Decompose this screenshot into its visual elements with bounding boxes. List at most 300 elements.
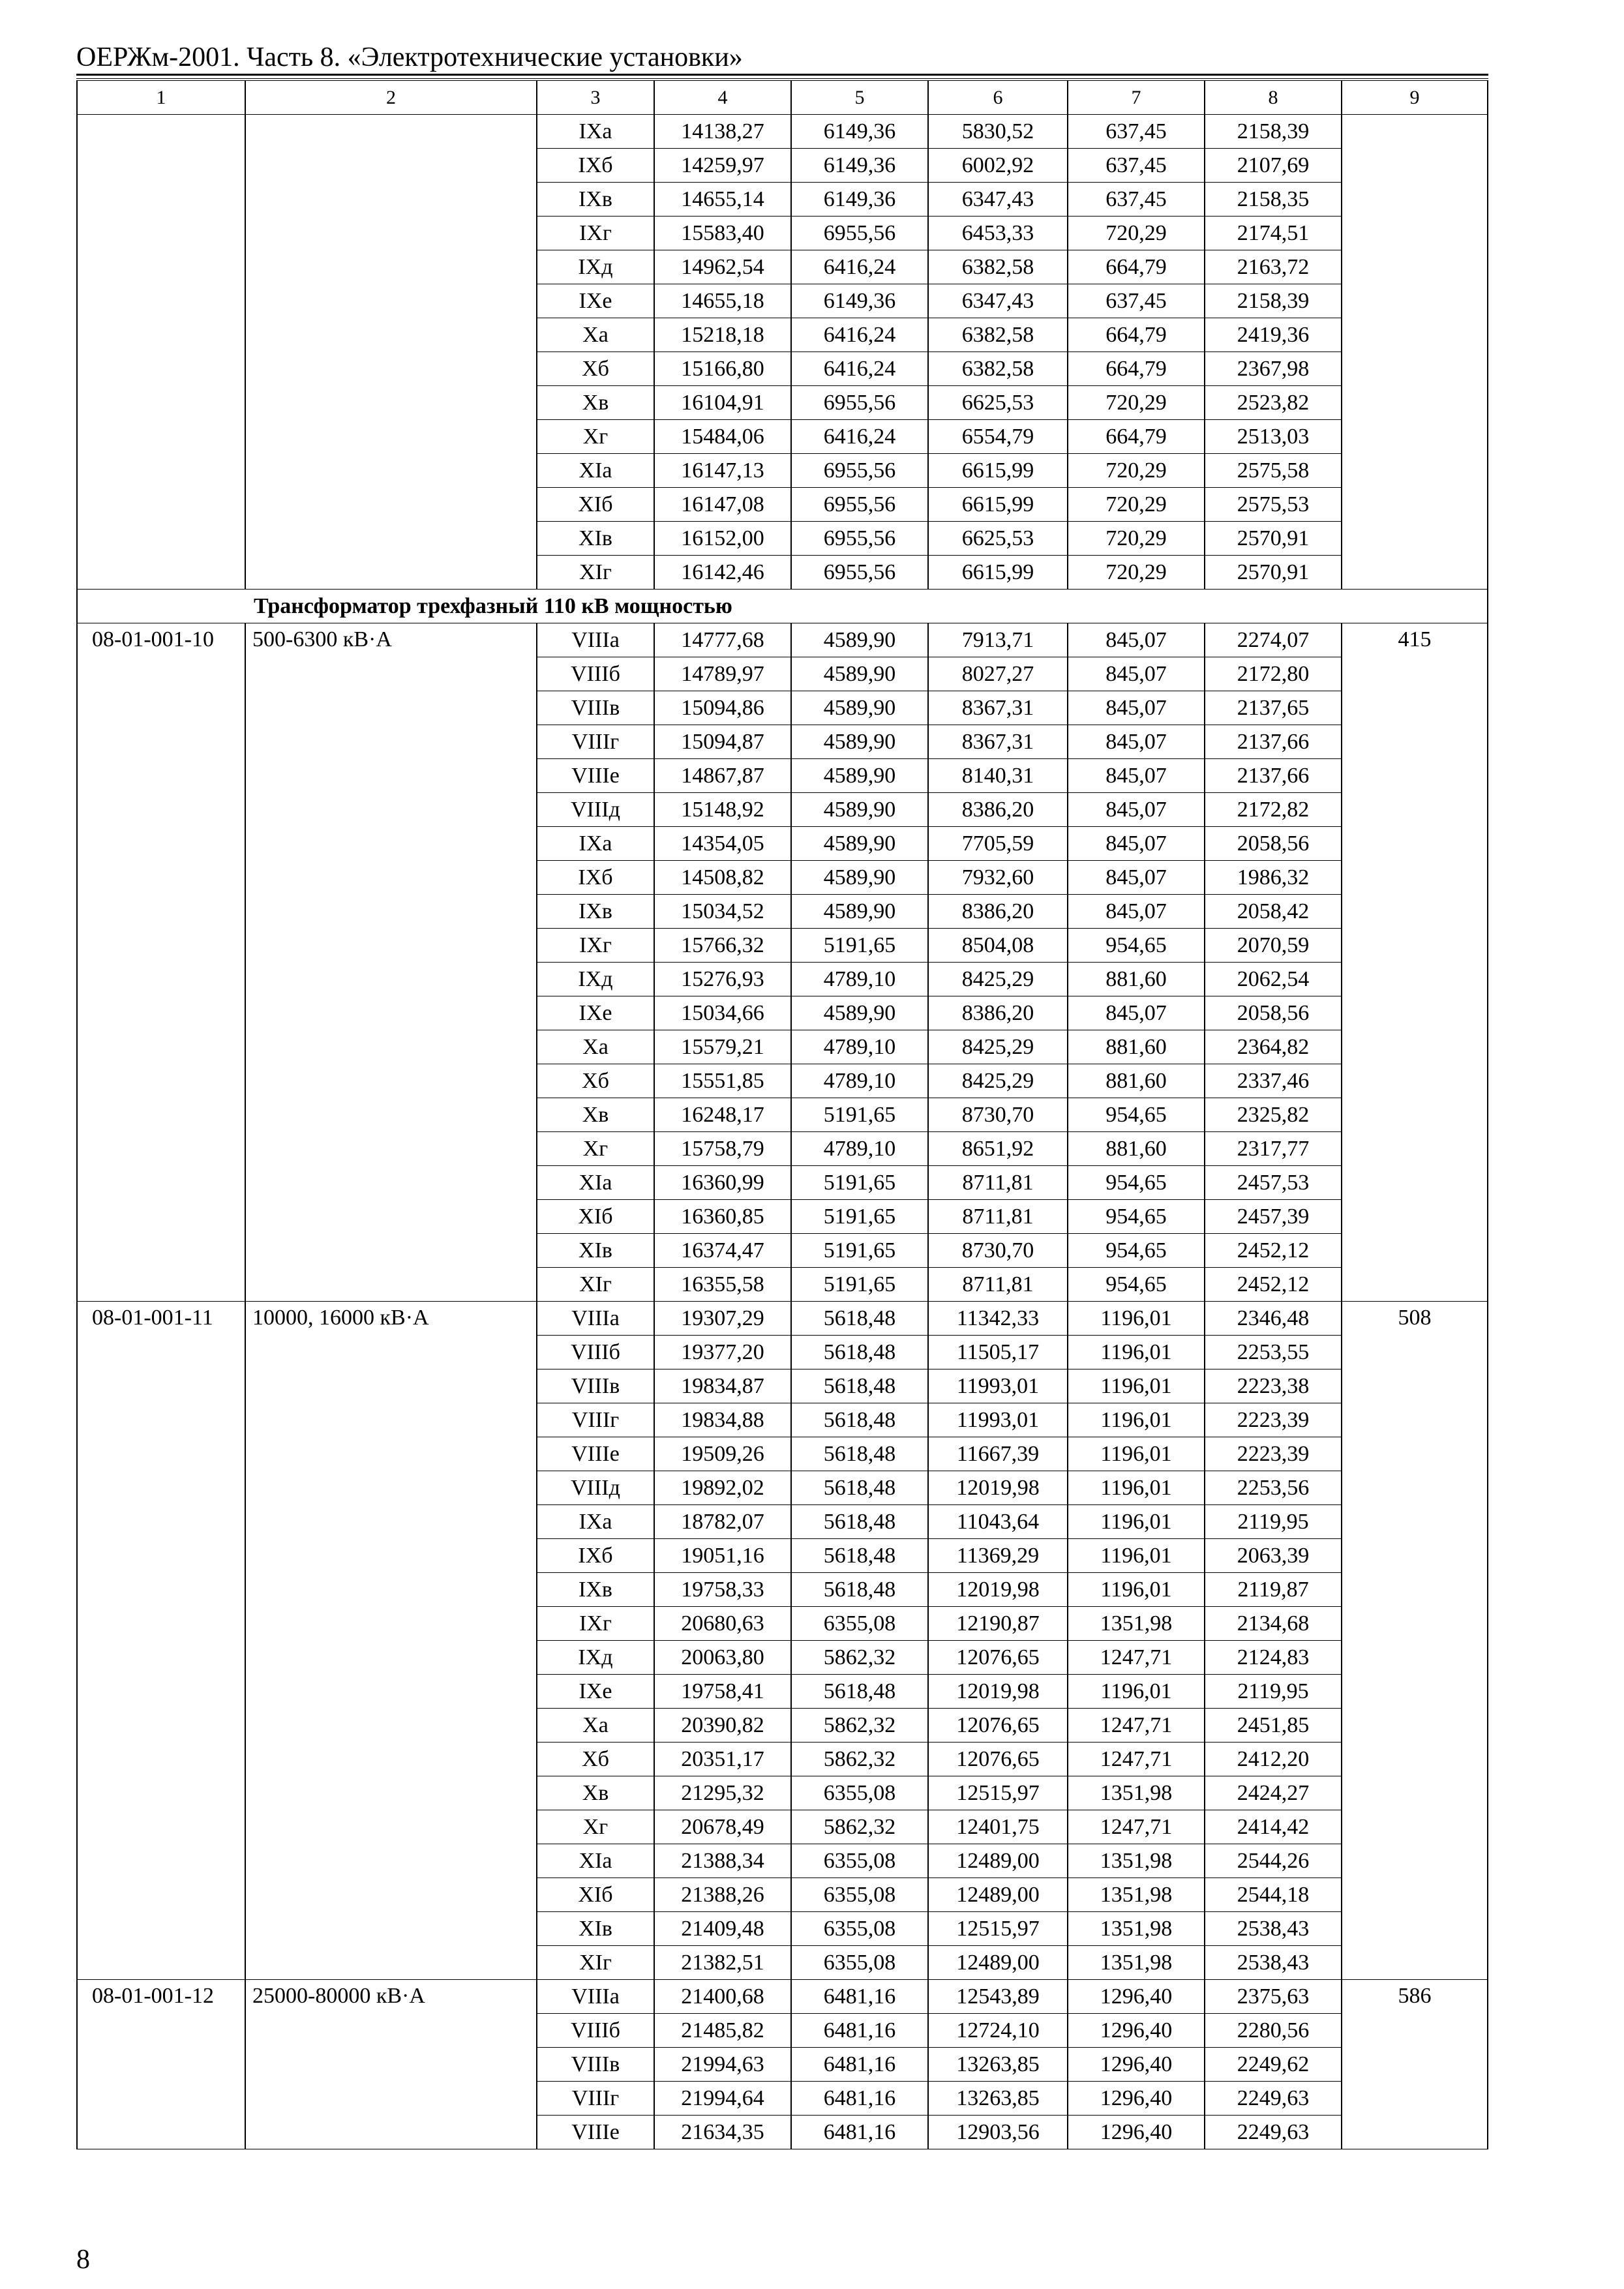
operator-wage-cell: 881,60 xyxy=(1068,1030,1205,1064)
material-cost-cell: 2137,66 xyxy=(1205,759,1342,793)
region-cell: Xб xyxy=(537,1743,654,1776)
region-cell: IXб xyxy=(537,1539,654,1573)
total-cost-cell: 16374,47 xyxy=(654,1234,791,1268)
region-cell: XIб xyxy=(537,1200,654,1234)
material-cost-cell: 2274,07 xyxy=(1205,623,1342,657)
header-rule xyxy=(76,74,1488,76)
labor-cost-cell: 5618,48 xyxy=(791,1573,928,1607)
name-cell: 25000-80000 кВ·А xyxy=(245,1980,537,2149)
total-cost-cell: 21409,48 xyxy=(654,1912,791,1946)
region-cell: VIIIа xyxy=(537,1980,654,2014)
total-cost-cell: 20678,49 xyxy=(654,1810,791,1844)
operator-wage-cell: 845,07 xyxy=(1068,895,1205,929)
operator-wage-cell: 1196,01 xyxy=(1068,1437,1205,1471)
material-cost-cell: 2538,43 xyxy=(1205,1912,1342,1946)
total-cost-cell: 20390,82 xyxy=(654,1709,791,1743)
region-cell: VIIIв xyxy=(537,691,654,725)
material-cost-cell: 2375,63 xyxy=(1205,1980,1342,2014)
machine-cost-cell: 12903,56 xyxy=(928,2116,1068,2149)
total-cost-cell: 15758,79 xyxy=(654,1132,791,1166)
operator-wage-cell: 637,45 xyxy=(1068,149,1205,183)
material-cost-cell: 2452,12 xyxy=(1205,1268,1342,1302)
machine-cost-cell: 12019,98 xyxy=(928,1675,1068,1709)
operator-wage-cell: 845,07 xyxy=(1068,861,1205,895)
labor-cost-cell: 5191,65 xyxy=(791,929,928,963)
operator-wage-cell: 1296,40 xyxy=(1068,1980,1205,2014)
region-cell: IXв xyxy=(537,895,654,929)
region-cell: IXв xyxy=(537,1573,654,1607)
labor-cost-cell: 6955,56 xyxy=(791,488,928,522)
labor-cost-cell: 6355,08 xyxy=(791,1607,928,1641)
operator-wage-cell: 1351,98 xyxy=(1068,1912,1205,1946)
material-cost-cell: 2158,39 xyxy=(1205,284,1342,318)
column-number: 2 xyxy=(245,81,537,115)
machine-cost-cell: 8651,92 xyxy=(928,1132,1068,1166)
operator-wage-cell: 881,60 xyxy=(1068,1132,1205,1166)
machine-cost-cell: 6002,92 xyxy=(928,149,1068,183)
material-cost-cell: 2317,77 xyxy=(1205,1132,1342,1166)
operator-wage-cell: 720,29 xyxy=(1068,522,1205,556)
operator-wage-cell: 1247,71 xyxy=(1068,1641,1205,1675)
machine-cost-cell: 12076,65 xyxy=(928,1743,1068,1776)
total-cost-cell: 14508,82 xyxy=(654,861,791,895)
region-cell: IXб xyxy=(537,861,654,895)
operator-wage-cell: 845,07 xyxy=(1068,759,1205,793)
labor-cost-cell: 6355,08 xyxy=(791,1878,928,1912)
labor-cost-cell: 5618,48 xyxy=(791,1539,928,1573)
total-cost-cell: 18782,07 xyxy=(654,1505,791,1539)
machine-cost-cell: 11993,01 xyxy=(928,1369,1068,1403)
machine-cost-cell: 12724,10 xyxy=(928,2014,1068,2048)
labor-cost-cell: 4589,90 xyxy=(791,691,928,725)
labor-cost-cell: 4589,90 xyxy=(791,759,928,793)
total-cost-cell: 16360,99 xyxy=(654,1166,791,1200)
material-cost-cell: 2457,53 xyxy=(1205,1166,1342,1200)
region-cell: XIб xyxy=(537,1878,654,1912)
labor-cost-cell: 6481,16 xyxy=(791,2116,928,2149)
operator-wage-cell: 1247,71 xyxy=(1068,1810,1205,1844)
total-cost-cell: 14354,05 xyxy=(654,827,791,861)
operator-wage-cell: 1247,71 xyxy=(1068,1709,1205,1743)
total-cost-cell: 16360,85 xyxy=(654,1200,791,1234)
total-cost-cell: 19892,02 xyxy=(654,1471,791,1505)
region-cell: Xб xyxy=(537,352,654,386)
operator-wage-cell: 1196,01 xyxy=(1068,1336,1205,1369)
labor-cost-cell: 6481,16 xyxy=(791,2082,928,2116)
region-cell: Xа xyxy=(537,1030,654,1064)
region-cell: IXв xyxy=(537,183,654,217)
labor-cost-cell: 6481,16 xyxy=(791,2048,928,2082)
material-cost-cell: 2412,20 xyxy=(1205,1743,1342,1776)
total-cost-cell: 14777,68 xyxy=(654,623,791,657)
total-cost-cell: 14655,18 xyxy=(654,284,791,318)
labor-cost-cell: 6149,36 xyxy=(791,183,928,217)
total-cost-cell: 21388,26 xyxy=(654,1878,791,1912)
operator-wage-cell: 845,07 xyxy=(1068,827,1205,861)
material-cost-cell: 1986,32 xyxy=(1205,861,1342,895)
labor-cost-cell: 4589,90 xyxy=(791,895,928,929)
machine-cost-cell: 8730,70 xyxy=(928,1234,1068,1268)
material-cost-cell: 2523,82 xyxy=(1205,386,1342,420)
material-cost-cell: 2419,36 xyxy=(1205,318,1342,352)
material-cost-cell: 2158,39 xyxy=(1205,115,1342,149)
operator-wage-cell: 954,65 xyxy=(1068,1234,1205,1268)
mass-cell: 415 xyxy=(1342,623,1488,1302)
total-cost-cell: 19051,16 xyxy=(654,1539,791,1573)
labor-cost-cell: 5618,48 xyxy=(791,1302,928,1336)
region-cell: Xб xyxy=(537,1064,654,1098)
machine-cost-cell: 12515,97 xyxy=(928,1912,1068,1946)
labor-cost-cell: 6955,56 xyxy=(791,522,928,556)
labor-cost-cell: 5862,32 xyxy=(791,1743,928,1776)
labor-cost-cell: 4789,10 xyxy=(791,1064,928,1098)
total-cost-cell: 16142,46 xyxy=(654,556,791,590)
operator-wage-cell: 881,60 xyxy=(1068,1064,1205,1098)
operator-wage-cell: 954,65 xyxy=(1068,929,1205,963)
region-cell: XIв xyxy=(537,522,654,556)
operator-wage-cell: 1196,01 xyxy=(1068,1471,1205,1505)
total-cost-cell: 14655,14 xyxy=(654,183,791,217)
column-number: 5 xyxy=(791,81,928,115)
labor-cost-cell: 6955,56 xyxy=(791,386,928,420)
operator-wage-cell: 1351,98 xyxy=(1068,1844,1205,1878)
labor-cost-cell: 6955,56 xyxy=(791,217,928,250)
operator-wage-cell: 664,79 xyxy=(1068,420,1205,454)
region-cell: IXд xyxy=(537,1641,654,1675)
region-cell: VIIIа xyxy=(537,1302,654,1336)
operator-wage-cell: 845,07 xyxy=(1068,657,1205,691)
labor-cost-cell: 5191,65 xyxy=(791,1200,928,1234)
material-cost-cell: 2337,46 xyxy=(1205,1064,1342,1098)
material-cost-cell: 2119,95 xyxy=(1205,1505,1342,1539)
region-cell: Xг xyxy=(537,1132,654,1166)
total-cost-cell: 20680,63 xyxy=(654,1607,791,1641)
labor-cost-cell: 5618,48 xyxy=(791,1505,928,1539)
material-cost-cell: 2134,68 xyxy=(1205,1607,1342,1641)
labor-cost-cell: 5862,32 xyxy=(791,1641,928,1675)
region-cell: Xг xyxy=(537,1810,654,1844)
machine-cost-cell: 8711,81 xyxy=(928,1200,1068,1234)
total-cost-cell: 21994,63 xyxy=(654,2048,791,2082)
total-cost-cell: 15766,32 xyxy=(654,929,791,963)
material-cost-cell: 2544,26 xyxy=(1205,1844,1342,1878)
total-cost-cell: 16355,58 xyxy=(654,1268,791,1302)
region-cell: VIIIб xyxy=(537,657,654,691)
material-cost-cell: 2158,35 xyxy=(1205,183,1342,217)
machine-cost-cell: 8425,29 xyxy=(928,1064,1068,1098)
machine-cost-cell: 11667,39 xyxy=(928,1437,1068,1471)
total-cost-cell: 15034,52 xyxy=(654,895,791,929)
region-cell: XIг xyxy=(537,556,654,590)
operator-wage-cell: 1296,40 xyxy=(1068,2048,1205,2082)
material-cost-cell: 2451,85 xyxy=(1205,1709,1342,1743)
labor-cost-cell: 6481,16 xyxy=(791,2014,928,2048)
operator-wage-cell: 664,79 xyxy=(1068,318,1205,352)
labor-cost-cell: 5618,48 xyxy=(791,1437,928,1471)
header-rule-thin xyxy=(76,78,1488,79)
region-cell: VIIIа xyxy=(537,623,654,657)
region-cell: IXд xyxy=(537,250,654,284)
labor-cost-cell: 6955,56 xyxy=(791,556,928,590)
labor-cost-cell: 5191,65 xyxy=(791,1166,928,1200)
labor-cost-cell: 4589,90 xyxy=(791,623,928,657)
machine-cost-cell: 13263,85 xyxy=(928,2082,1068,2116)
labor-cost-cell: 4789,10 xyxy=(791,1030,928,1064)
total-cost-cell: 15166,80 xyxy=(654,352,791,386)
labor-cost-cell: 5618,48 xyxy=(791,1369,928,1403)
total-cost-cell: 16248,17 xyxy=(654,1098,791,1132)
region-cell: VIIIг xyxy=(537,1403,654,1437)
column-number: 8 xyxy=(1205,81,1342,115)
region-cell: Xа xyxy=(537,1709,654,1743)
machine-cost-cell: 6347,43 xyxy=(928,183,1068,217)
page-number: 8 xyxy=(76,2245,90,2275)
machine-cost-cell: 8386,20 xyxy=(928,996,1068,1030)
machine-cost-cell: 8425,29 xyxy=(928,963,1068,996)
region-cell: IXд xyxy=(537,963,654,996)
material-cost-cell: 2058,42 xyxy=(1205,895,1342,929)
labor-cost-cell: 5191,65 xyxy=(791,1268,928,1302)
machine-cost-cell: 8386,20 xyxy=(928,895,1068,929)
machine-cost-cell: 6625,53 xyxy=(928,386,1068,420)
machine-cost-cell: 12489,00 xyxy=(928,1878,1068,1912)
material-cost-cell: 2119,87 xyxy=(1205,1573,1342,1607)
material-cost-cell: 2137,66 xyxy=(1205,725,1342,759)
operator-wage-cell: 1296,40 xyxy=(1068,2014,1205,2048)
machine-cost-cell: 6615,99 xyxy=(928,488,1068,522)
labor-cost-cell: 6149,36 xyxy=(791,149,928,183)
material-cost-cell: 2107,69 xyxy=(1205,149,1342,183)
table-row xyxy=(77,1302,1488,1336)
operator-wage-cell: 1351,98 xyxy=(1068,1607,1205,1641)
total-cost-cell: 19758,33 xyxy=(654,1573,791,1607)
operator-wage-cell: 1196,01 xyxy=(1068,1369,1205,1403)
total-cost-cell: 15034,66 xyxy=(654,996,791,1030)
material-cost-cell: 2062,54 xyxy=(1205,963,1342,996)
material-cost-cell: 2124,83 xyxy=(1205,1641,1342,1675)
material-cost-cell: 2172,82 xyxy=(1205,793,1342,827)
operator-wage-cell: 637,45 xyxy=(1068,183,1205,217)
labor-cost-cell: 4589,90 xyxy=(791,861,928,895)
labor-cost-cell: 6355,08 xyxy=(791,1946,928,1980)
machine-cost-cell: 12019,98 xyxy=(928,1573,1068,1607)
material-cost-cell: 2513,03 xyxy=(1205,420,1342,454)
operator-wage-cell: 1351,98 xyxy=(1068,1946,1205,1980)
total-cost-cell: 21634,35 xyxy=(654,2116,791,2149)
machine-cost-cell: 8425,29 xyxy=(928,1030,1068,1064)
total-cost-cell: 19758,41 xyxy=(654,1675,791,1709)
section-title: Трансформатор трехфазный 110 кВ мощностью xyxy=(77,590,1488,623)
labor-cost-cell: 6355,08 xyxy=(791,1776,928,1810)
machine-cost-cell: 6625,53 xyxy=(928,522,1068,556)
total-cost-cell: 21295,32 xyxy=(654,1776,791,1810)
total-cost-cell: 19834,87 xyxy=(654,1369,791,1403)
labor-cost-cell: 5618,48 xyxy=(791,1403,928,1437)
total-cost-cell: 15094,86 xyxy=(654,691,791,725)
region-cell: Xа xyxy=(537,318,654,352)
material-cost-cell: 2575,53 xyxy=(1205,488,1342,522)
operator-wage-cell: 720,29 xyxy=(1068,556,1205,590)
column-number: 1 xyxy=(77,81,245,115)
region-cell: IXа xyxy=(537,827,654,861)
material-cost-cell: 2137,65 xyxy=(1205,691,1342,725)
machine-cost-cell: 6347,43 xyxy=(928,284,1068,318)
material-cost-cell: 2367,98 xyxy=(1205,352,1342,386)
machine-cost-cell: 6382,58 xyxy=(928,352,1068,386)
labor-cost-cell: 4589,90 xyxy=(791,725,928,759)
region-cell: XIг xyxy=(537,1946,654,1980)
total-cost-cell: 21400,68 xyxy=(654,1980,791,2014)
machine-cost-cell: 6382,58 xyxy=(928,318,1068,352)
total-cost-cell: 15579,21 xyxy=(654,1030,791,1064)
labor-cost-cell: 4789,10 xyxy=(791,1132,928,1166)
total-cost-cell: 21382,51 xyxy=(654,1946,791,1980)
region-cell: VIIIб xyxy=(537,2014,654,2048)
operator-wage-cell: 845,07 xyxy=(1068,996,1205,1030)
operator-wage-cell: 845,07 xyxy=(1068,793,1205,827)
region-cell: XIа xyxy=(537,1166,654,1200)
total-cost-cell: 21485,82 xyxy=(654,2014,791,2048)
material-cost-cell: 2223,38 xyxy=(1205,1369,1342,1403)
column-number: 9 xyxy=(1342,81,1488,115)
labor-cost-cell: 5191,65 xyxy=(791,1234,928,1268)
operator-wage-cell: 1247,71 xyxy=(1068,1743,1205,1776)
column-number: 6 xyxy=(928,81,1068,115)
operator-wage-cell: 845,07 xyxy=(1068,623,1205,657)
region-cell: XIа xyxy=(537,454,654,488)
region-cell: XIв xyxy=(537,1912,654,1946)
column-number: 3 xyxy=(537,81,654,115)
operator-wage-cell: 664,79 xyxy=(1068,250,1205,284)
material-cost-cell: 2172,80 xyxy=(1205,657,1342,691)
labor-cost-cell: 5618,48 xyxy=(791,1675,928,1709)
operator-wage-cell: 1351,98 xyxy=(1068,1776,1205,1810)
material-cost-cell: 2575,58 xyxy=(1205,454,1342,488)
labor-cost-cell: 4789,10 xyxy=(791,963,928,996)
operator-wage-cell: 720,29 xyxy=(1068,386,1205,420)
operator-wage-cell: 845,07 xyxy=(1068,691,1205,725)
name-cell: 500-6300 кВ·А xyxy=(245,623,537,1302)
operator-wage-cell: 1196,01 xyxy=(1068,1403,1205,1437)
machine-cost-cell: 8367,31 xyxy=(928,725,1068,759)
operator-wage-cell: 845,07 xyxy=(1068,725,1205,759)
machine-cost-cell: 8711,81 xyxy=(928,1166,1068,1200)
region-cell: VIIIд xyxy=(537,1471,654,1505)
operator-wage-cell: 720,29 xyxy=(1068,454,1205,488)
machine-cost-cell: 6382,58 xyxy=(928,250,1068,284)
region-cell: Xв xyxy=(537,386,654,420)
total-cost-cell: 20063,80 xyxy=(654,1641,791,1675)
labor-cost-cell: 5618,48 xyxy=(791,1336,928,1369)
total-cost-cell: 19834,88 xyxy=(654,1403,791,1437)
total-cost-cell: 16147,08 xyxy=(654,488,791,522)
machine-cost-cell: 6615,99 xyxy=(928,556,1068,590)
region-cell: IXг xyxy=(537,1607,654,1641)
region-cell: IXе xyxy=(537,284,654,318)
total-cost-cell: 14138,27 xyxy=(654,115,791,149)
machine-cost-cell: 13263,85 xyxy=(928,2048,1068,2082)
table-row xyxy=(77,623,1488,657)
mass-cell: 586 xyxy=(1342,1980,1488,2149)
code-cell-empty xyxy=(77,115,245,590)
operator-wage-cell: 881,60 xyxy=(1068,963,1205,996)
material-cost-cell: 2223,39 xyxy=(1205,1403,1342,1437)
material-cost-cell: 2538,43 xyxy=(1205,1946,1342,1980)
region-cell: VIIIе xyxy=(537,759,654,793)
machine-cost-cell: 6615,99 xyxy=(928,454,1068,488)
material-cost-cell: 2223,39 xyxy=(1205,1437,1342,1471)
machine-cost-cell: 8504,08 xyxy=(928,929,1068,963)
operator-wage-cell: 1196,01 xyxy=(1068,1573,1205,1607)
machine-cost-cell: 12076,65 xyxy=(928,1709,1068,1743)
machine-cost-cell: 12543,89 xyxy=(928,1980,1068,2014)
machine-cost-cell: 6453,33 xyxy=(928,217,1068,250)
machine-cost-cell: 11043,64 xyxy=(928,1505,1068,1539)
labor-cost-cell: 6355,08 xyxy=(791,1912,928,1946)
region-cell: Xг xyxy=(537,420,654,454)
region-cell: VIIIб xyxy=(537,1336,654,1369)
operator-wage-cell: 720,29 xyxy=(1068,217,1205,250)
operator-wage-cell: 1196,01 xyxy=(1068,1539,1205,1573)
labor-cost-cell: 6481,16 xyxy=(791,1980,928,2014)
operator-wage-cell: 1296,40 xyxy=(1068,2082,1205,2116)
region-cell: VIIIг xyxy=(537,2082,654,2116)
material-cost-cell: 2452,12 xyxy=(1205,1234,1342,1268)
total-cost-cell: 19377,20 xyxy=(654,1336,791,1369)
column-number: 4 xyxy=(654,81,791,115)
machine-cost-cell: 11993,01 xyxy=(928,1403,1068,1437)
material-cost-cell: 2249,62 xyxy=(1205,2048,1342,2082)
region-cell: Xв xyxy=(537,1776,654,1810)
material-cost-cell: 2249,63 xyxy=(1205,2116,1342,2149)
region-cell: IXг xyxy=(537,217,654,250)
material-cost-cell: 2424,27 xyxy=(1205,1776,1342,1810)
region-cell: XIб xyxy=(537,488,654,522)
machine-cost-cell: 8386,20 xyxy=(928,793,1068,827)
region-cell: Xв xyxy=(537,1098,654,1132)
labor-cost-cell: 4589,90 xyxy=(791,827,928,861)
material-cost-cell: 2163,72 xyxy=(1205,250,1342,284)
total-cost-cell: 14259,97 xyxy=(654,149,791,183)
material-cost-cell: 2119,95 xyxy=(1205,1675,1342,1709)
total-cost-cell: 14867,87 xyxy=(654,759,791,793)
material-cost-cell: 2063,39 xyxy=(1205,1539,1342,1573)
total-cost-cell: 20351,17 xyxy=(654,1743,791,1776)
labor-cost-cell: 5191,65 xyxy=(791,1098,928,1132)
price-table xyxy=(76,80,1488,2149)
operator-wage-cell: 1196,01 xyxy=(1068,1302,1205,1336)
material-cost-cell: 2346,48 xyxy=(1205,1302,1342,1336)
name-cell-empty xyxy=(245,115,537,590)
total-cost-cell: 15551,85 xyxy=(654,1064,791,1098)
material-cost-cell: 2457,39 xyxy=(1205,1200,1342,1234)
total-cost-cell: 21388,34 xyxy=(654,1844,791,1878)
material-cost-cell: 2570,91 xyxy=(1205,522,1342,556)
material-cost-cell: 2058,56 xyxy=(1205,827,1342,861)
labor-cost-cell: 4589,90 xyxy=(791,657,928,691)
region-cell: IXб xyxy=(537,149,654,183)
labor-cost-cell: 4589,90 xyxy=(791,996,928,1030)
labor-cost-cell: 6416,24 xyxy=(791,420,928,454)
total-cost-cell: 19307,29 xyxy=(654,1302,791,1336)
total-cost-cell: 15484,06 xyxy=(654,420,791,454)
material-cost-cell: 2058,56 xyxy=(1205,996,1342,1030)
machine-cost-cell: 11342,33 xyxy=(928,1302,1068,1336)
region-cell: XIа xyxy=(537,1844,654,1878)
machine-cost-cell: 7913,71 xyxy=(928,623,1068,657)
material-cost-cell: 2253,56 xyxy=(1205,1471,1342,1505)
labor-cost-cell: 5618,48 xyxy=(791,1471,928,1505)
